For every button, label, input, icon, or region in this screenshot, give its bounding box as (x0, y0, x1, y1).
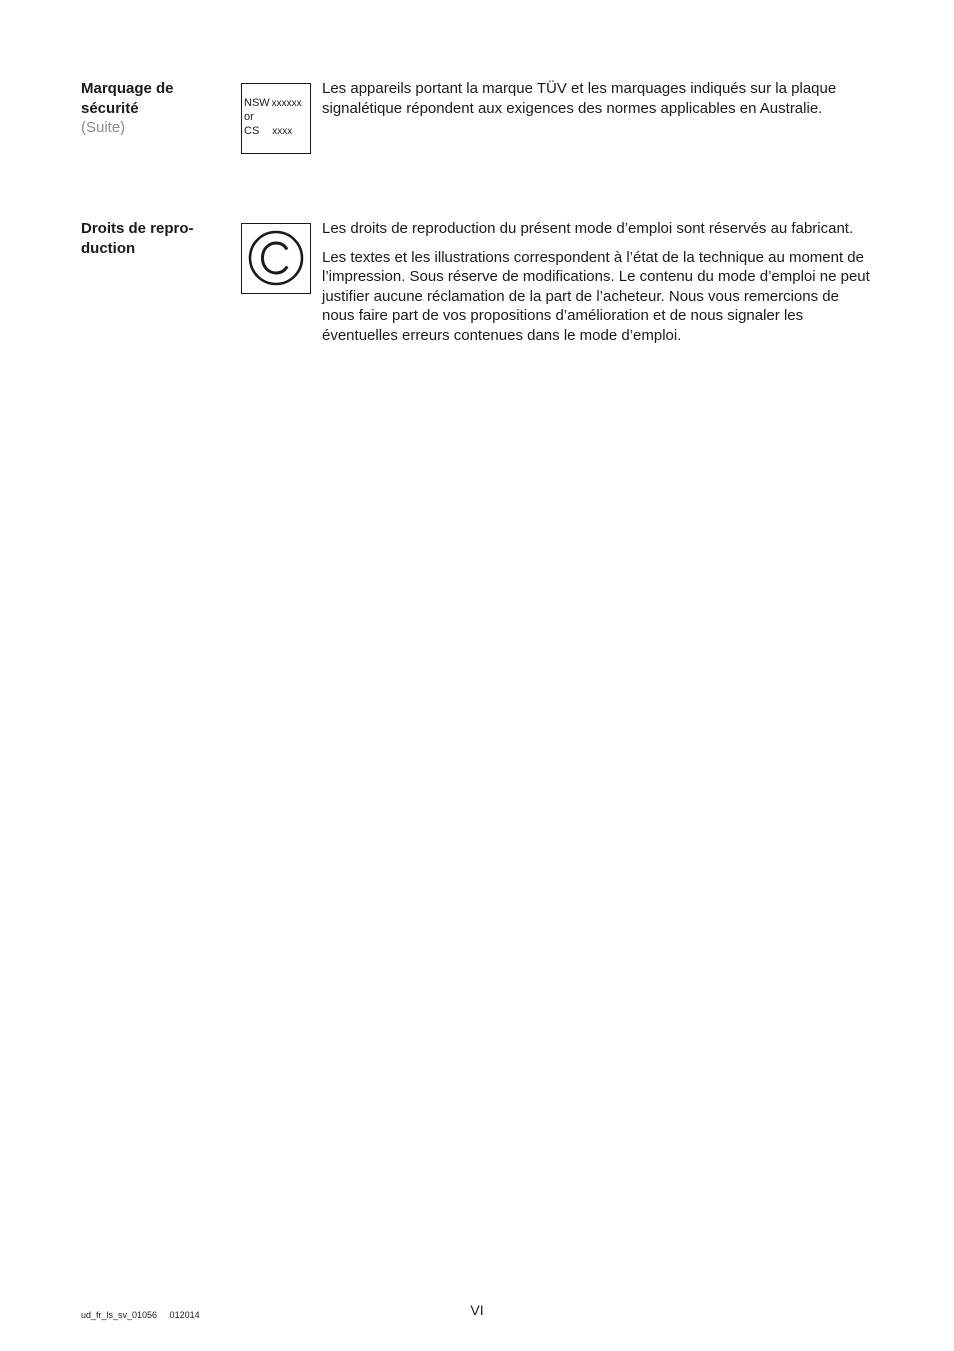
heading-line-2: sécurité (81, 99, 139, 117)
heading-line-1: Marquage de (81, 80, 174, 97)
heading-line-1: Droits de repro- (81, 220, 194, 237)
heading-continued: (Suite) (81, 119, 126, 136)
copyright-symbol-box (241, 223, 311, 294)
section-heading-safety (81, 79, 221, 138)
copyright-text (322, 219, 874, 354)
copyright-icon (247, 229, 305, 287)
safety-marking-text (322, 79, 874, 127)
section-heading-copyright (81, 219, 221, 258)
paragraph: Les droits de reproduction du présent mode d’emploi sont réservés au fabricant. (322, 220, 854, 237)
paragraph: Les textes et les illustrations correspondent à l’état de la technique au moment de l’impression. Sous réserve de modifications. Le contenu du mode d’emploi ne peut justifier aucune réclamation de la part de l’acheteur. Nous vous remercions de nous faire part de vos propositions d’amélioration et de nous signaler les éventuelles erreurs contenues dans le mode d’emploi. (322, 248, 870, 344)
mark-cs-label: CS (244, 125, 260, 137)
mark-line-or (244, 111, 254, 123)
document-code: ud_fr_ls_sv_01056 012014 (81, 1310, 200, 1320)
mark-line-nsw (244, 97, 302, 110)
paragraph: Les appareils portant la marque TÜV et les marquages indiqués sur la plaque signalétique répondent aux exigences des normes applicables en Australie. (322, 80, 837, 117)
mark-or-label: or (244, 111, 254, 123)
mark-cs-code: xxxx (272, 126, 293, 137)
mark-nsw-label: NSW (244, 97, 270, 109)
mark-nsw-code: xxxxxx (271, 98, 302, 109)
heading-line-2: duction (81, 239, 136, 257)
page-number: VI (470, 1302, 484, 1318)
compliance-mark-box (241, 83, 311, 154)
mark-line-cs (244, 125, 292, 138)
